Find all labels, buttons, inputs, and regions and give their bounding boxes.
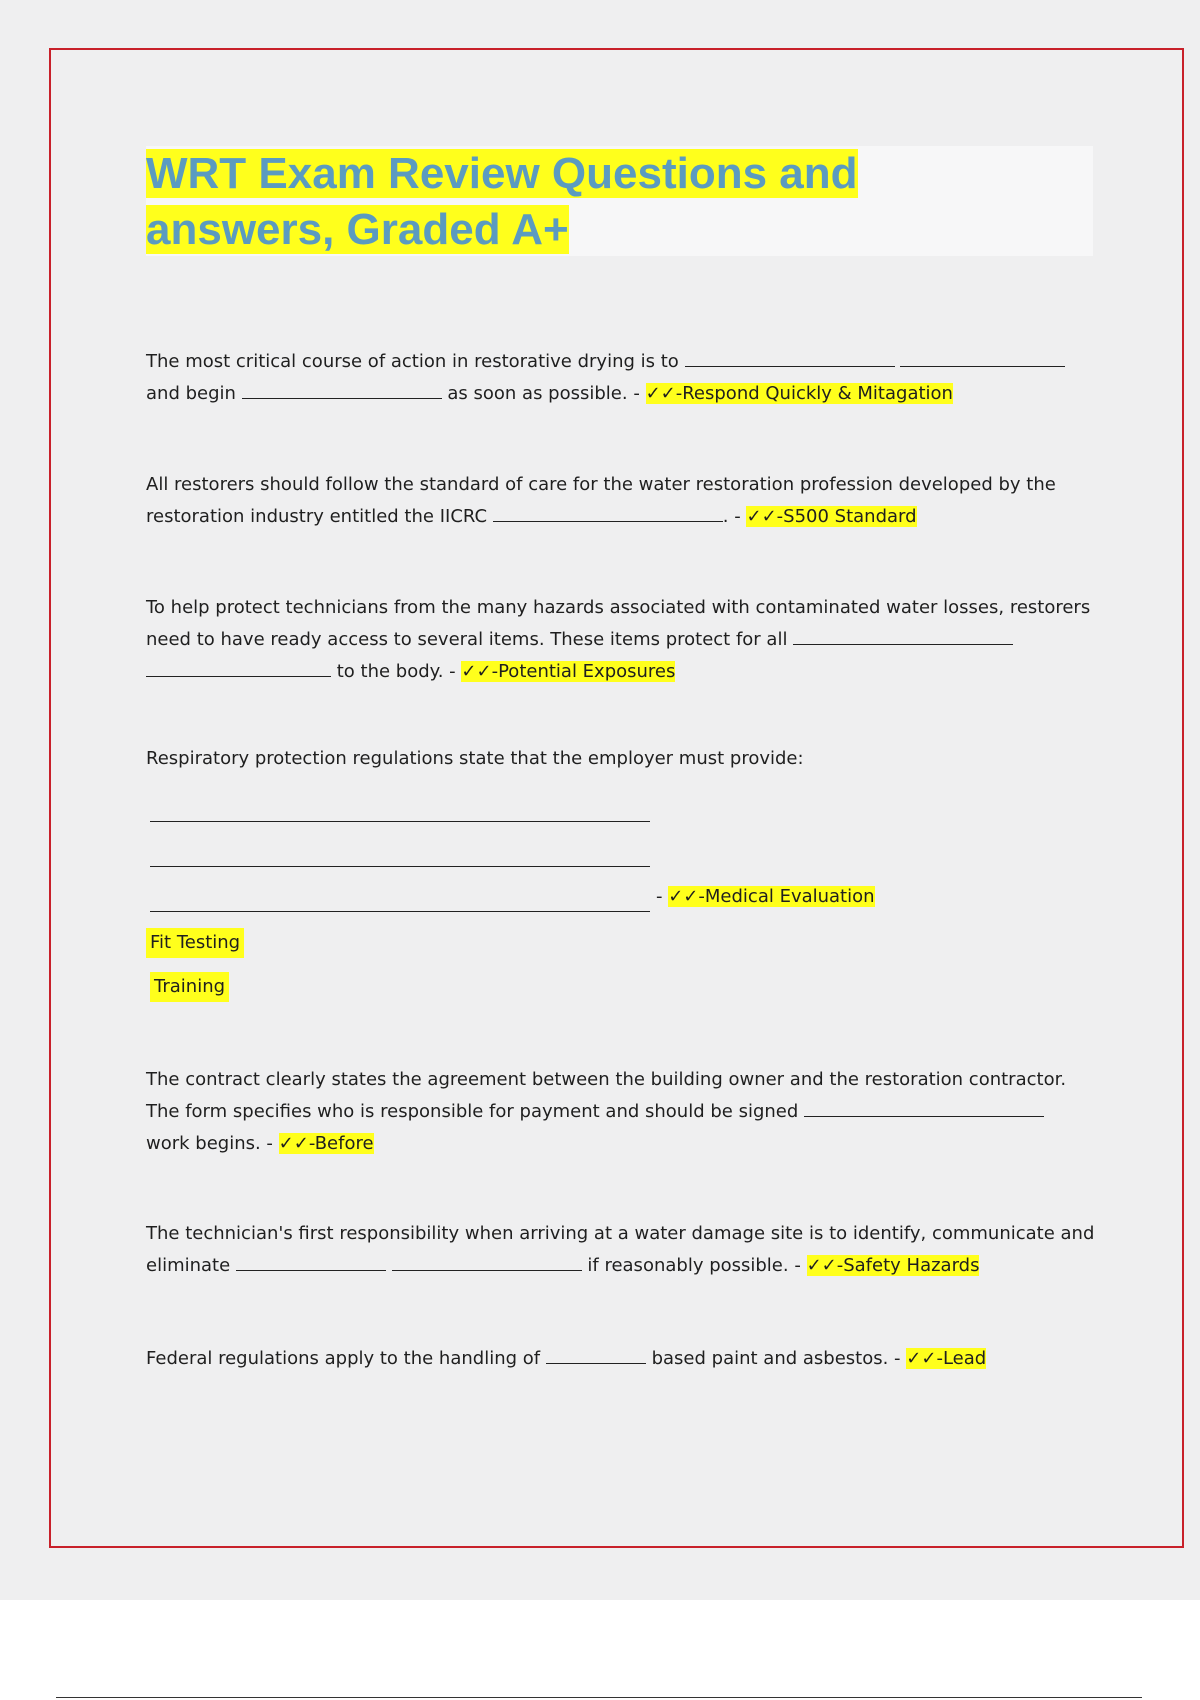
title-line-2: answers, Graded A+ — [146, 205, 569, 254]
answer-blank — [493, 503, 723, 522]
question-text: To help protect technicians from the many hazards associated with contaminated water losses, restorers need to have ready access to several items. These items protect for all — [146, 597, 1091, 650]
answer-highlight — [279, 1133, 374, 1154]
question-text: Federal regulations apply to the handling of — [146, 1348, 541, 1369]
answer-text: -Medical Evaluation — [698, 886, 875, 907]
answer-line-row — [146, 877, 1096, 923]
answer-blank — [150, 885, 650, 912]
question-text: All restorers should follow the standard of care for the water restoration profession developed by the restoration industry entitled the IICRC — [146, 474, 1056, 527]
question-text: as soon as possible. - — [447, 383, 640, 404]
question-text: based paint and asbestos. - — [651, 1348, 901, 1369]
answer-blank — [793, 626, 1013, 645]
double-check-icon: ✓✓ — [278, 1133, 309, 1154]
double-check-icon: ✓✓ — [906, 1348, 937, 1369]
double-check-icon: ✓✓ — [645, 383, 676, 404]
question-5 — [146, 1064, 1096, 1160]
answer-highlight — [906, 1348, 986, 1369]
answer-blank — [242, 380, 442, 399]
question-text: The most critical course of action in restorative drying is to — [146, 351, 679, 372]
answer-text: -Lead — [936, 1348, 987, 1369]
answer-blank — [146, 658, 331, 677]
question-text: The contract clearly states the agreement between the building owner and the restoration contractor. The form specifies who is responsible for payment and should be signed — [146, 1069, 1067, 1122]
answer-blank — [685, 348, 895, 367]
document-title — [146, 146, 1093, 258]
double-check-icon: ✓✓ — [746, 506, 777, 527]
question-7 — [146, 1343, 1096, 1375]
question-text: work begins. - — [146, 1133, 273, 1154]
answer-highlight — [646, 383, 953, 404]
answer-text: -S500 Standard — [776, 506, 917, 527]
answer-text: -Before — [308, 1133, 374, 1154]
answer-chip: Training — [150, 972, 229, 1002]
question-3 — [146, 592, 1096, 688]
bottom-divider — [56, 1697, 1142, 1698]
question-text: - — [656, 886, 669, 907]
question-text: and begin — [146, 383, 236, 404]
answer-blank — [150, 795, 650, 822]
question-text: . - — [722, 506, 741, 527]
question-4 — [146, 743, 1096, 1015]
answer-line-row — [146, 832, 1096, 877]
answer-highlight — [807, 1255, 980, 1276]
title-block — [146, 146, 1093, 256]
double-check-icon: ✓✓ — [806, 1255, 837, 1276]
answer-text: -Respond Quickly & Mitagation — [675, 383, 953, 404]
double-check-icon: ✓✓ — [461, 661, 492, 682]
double-check-icon: ✓✓ — [668, 886, 699, 907]
question-text: if reasonably possible. - — [587, 1255, 801, 1276]
answer-blank — [150, 840, 650, 867]
answer-blank — [900, 348, 1065, 367]
answer-highlight — [461, 661, 675, 682]
answer-blank — [392, 1252, 582, 1271]
answer-highlight — [668, 886, 874, 907]
question-6 — [146, 1218, 1096, 1282]
answer-text: -Safety Hazards — [836, 1255, 980, 1276]
answer-highlight — [746, 506, 916, 527]
question-text: to the body. - — [336, 661, 456, 682]
answer-text: -Potential Exposures — [491, 661, 676, 682]
question-text: Respiratory protection regulations state that the employer must provide: — [146, 748, 804, 769]
answer-blank — [236, 1252, 386, 1271]
question-text: The technician's first responsibility when arriving at a water damage site is to identify, communicate and eliminate — [146, 1223, 1095, 1276]
question-1 — [146, 346, 1096, 410]
answer-line-row — [146, 787, 1096, 832]
answer-blank — [804, 1098, 1044, 1117]
answer-blank — [546, 1345, 646, 1364]
answer-chip: Fit Testing — [146, 928, 244, 958]
title-line-1: WRT Exam Review Questions and — [146, 149, 858, 198]
question-2 — [146, 469, 1096, 533]
